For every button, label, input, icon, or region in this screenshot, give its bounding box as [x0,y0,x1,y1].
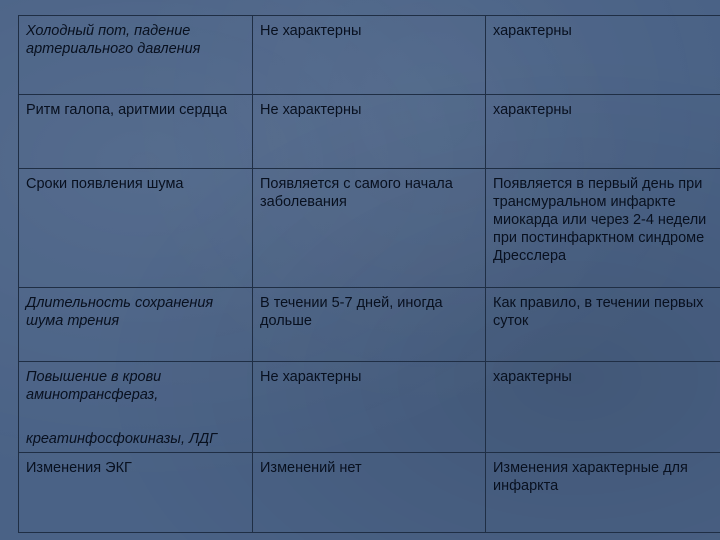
table-row [19,453,720,533]
feature-cell [19,362,253,453]
table-row [19,95,720,169]
feature-cell: Длительность сохранения шума трения [19,288,253,362]
table-cell: характерны [486,362,720,453]
table-cell: Появляется с самого начала заболевания [253,169,486,288]
table-cell: Не характерны [253,16,486,95]
table-cell: Изменения характерные для инфаркта [486,453,720,533]
table-row [19,362,720,453]
comparison-table [18,15,720,533]
table-cell: В течении 5-7 дней, иногда дольше [253,288,486,362]
table-cell: Изменений нет [253,453,486,533]
table-cell: Как правило, в течении первых суток [486,288,720,362]
feature-text-continued: креатинфосфокиназы, ЛДГ [26,431,218,447]
table-cell: характерны [486,16,720,95]
table-row [19,169,720,288]
feature-cell: Изменения ЭКГ [19,453,253,533]
feature-cell: Сроки появления шума [19,169,253,288]
table-cell: Не характерны [253,95,486,169]
table-cell: Не характерны [253,362,486,453]
table-cell: характерны [486,95,720,169]
table-row [19,288,720,362]
feature-cell: Холодный пот, падение артериального давления [19,16,253,95]
feature-text: Повышение в крови аминотрансфераз, [26,369,162,403]
table-cell: Появляется в первый день при трансмуральном инфаркте миокарда или через 2-4 недели при постинфарктном синдроме Дресслера [486,169,720,288]
table-row [19,16,720,95]
feature-cell: Ритм галопа, аритмии сердца [19,95,253,169]
